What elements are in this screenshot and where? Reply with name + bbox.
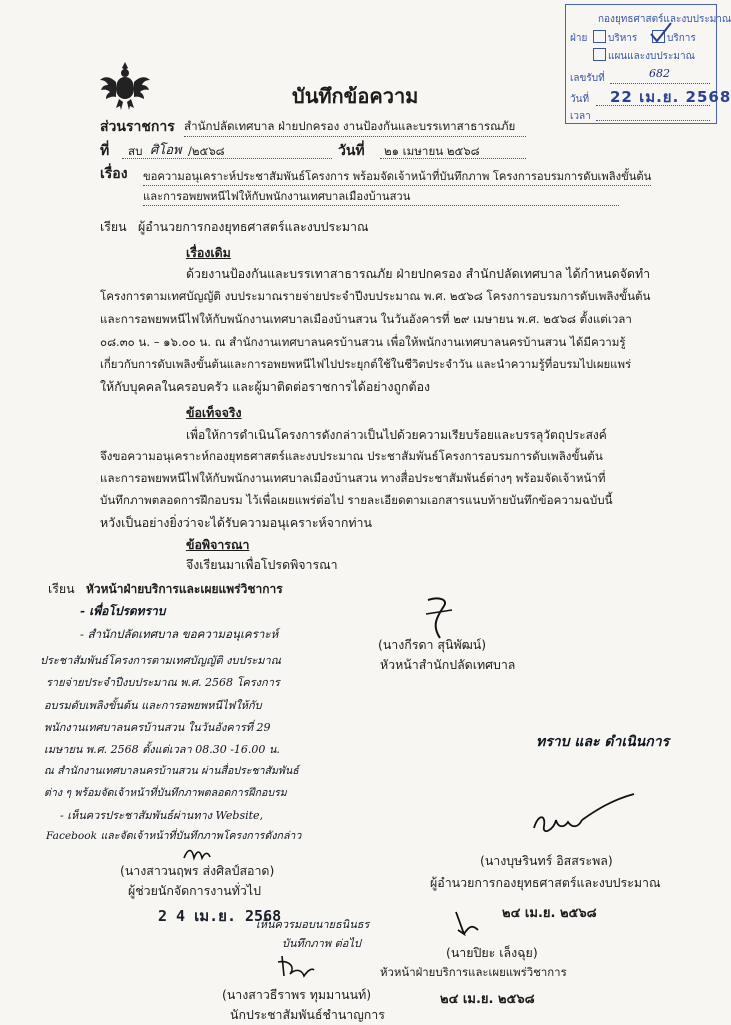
background-line: และการอพยพหนีไฟให้กับพนักงานเทศบาลเมืองบ้านสวน ในวันอังคารที่ ๒๙ เมษายน พ.ศ. ๒๕๖๘ ตั้งแต่เวลา [100, 312, 632, 326]
note-to-value: หัวหน้าฝ่ายบริการและเผยแพร่วิชาการ [86, 582, 283, 596]
head-date: ๒๔ เม.ย. ๒๕๖๘ [440, 992, 535, 1007]
agency-value: สำนักปลัดเทศบาล ฝ่ายปกครอง งานป้องกันและบรรเทาสาธารณภัย [184, 118, 526, 137]
date-underline [380, 158, 526, 159]
background-line: ให้กับบุคคลในครอบครัว และผู้มาติดต่อราชการได้อย่างถูกต้อง [100, 379, 431, 394]
stamp-opt-admin: บริหาร [608, 33, 638, 44]
director-name: (นางบุษรินทร์ อิสสระพล) [480, 853, 613, 868]
signer1-name: (นางกีรดา สุนิพัฒน์) [378, 637, 487, 652]
receiving-stamp [565, 4, 731, 124]
consideration-line: จึงเรียนมาเพื่อโปรดพิจารณา [186, 557, 338, 572]
facts-line: หวังเป็นอย่างยิ่งว่าจะได้รับความอนุเคราะห์จากท่าน [100, 515, 372, 530]
subject-label: เรื่อง [100, 166, 128, 182]
signature-kirada [418, 594, 468, 640]
background-heading: เรื่องเดิม [186, 245, 231, 260]
stamp-opt-plan: แผนและงบประมาณ [608, 51, 695, 62]
note-line: - เห็นควรประชาสัมพันธ์ผ่านทาง Website, [60, 809, 264, 822]
background-line: เกี่ยวกับการดับเพลิงขั้นต้นและการอพยพหนีไฟไปประยุกต์ใช้ในชีวิตประจำวัน และนำความรู้ที่อบรมไปเผยแพร่ [100, 357, 632, 371]
note-mid-name: (นางสาวธีราพร ทุมมานนท์) [222, 987, 372, 1002]
note-mid-line: เห็นควรมอบนายธนินธร [256, 918, 370, 931]
facts-line: เพื่อให้การดำเนินโครงการดังกล่าวเป็นไปด้วยความเรียบร้อยและบรรลุวัตถุประสงค์ [186, 428, 607, 442]
note-line: - เพื่อโปรดทราบ [80, 604, 166, 618]
signature-naruporn [180, 844, 240, 864]
note-mid-position: นักประชาสัมพันธ์ชำนาญการ [230, 1007, 385, 1022]
stamp-checkbox-plan [593, 48, 606, 61]
note-line: พนักงานเทศบาลนครบ้านสวน ในวันอังคารที่ 29 [44, 721, 271, 734]
stamp-title: กองยุทธศาสตร์และงบประมาณ [598, 14, 731, 25]
note-line: ประชาสัมพันธ์โครงการตามเทศบัญญัติ งบประมาณ [40, 654, 281, 667]
stamp-opt-service: บริการ [667, 33, 696, 44]
stamp-checkbox-admin [593, 30, 606, 43]
stamp-date-label: วันที่ [570, 94, 590, 105]
date-label: วันที่ [338, 143, 365, 159]
consideration-heading: ข้อพิจารณา [186, 537, 250, 552]
background-line: ด้วยงานป้องกันและบรรเทาสาธารณภัย ฝ่ายปกครอง สำนักปลัดเทศบาล ได้กำหนดจัดทำ [186, 266, 651, 281]
ref-handwritten-no: ศิโอพ [150, 143, 182, 158]
ref-value: สบ [128, 144, 143, 158]
stamp-time-label: เวลา [570, 111, 591, 122]
agency-label: ส่วนราชการ [100, 119, 175, 135]
background-line: ๐๘.๓๐ น. – ๑๖.๐๐ น. ณ สำนักงานเทศบาลนครบ้านสวน เพื่อให้พนักงานเทศบาลนครบ้านสวน ได้มีความรู้ [100, 335, 626, 349]
subject-line2: และการอพยพหนีไฟให้กับพนักงานเทศบาลเมืองบ้านสวน [143, 187, 619, 206]
head-position: หัวหน้าฝ่ายบริการและเผยแพร่วิชาการ [380, 965, 567, 979]
note-left-date: 2 4 เม.ย. 2568 [158, 907, 282, 925]
facts-line: บันทึกภาพตลอดการฝึกอบรม ไว้เพื่อเผยแพร่ต่อไป รายละเอียดตามเอกสารแนบท้ายบันทึกข้อความฉบับนี้ [100, 493, 613, 507]
note-left-position: ผู้ช่วยนักจัดการงานทั่วไป [128, 883, 261, 898]
head-name: (นายปิยะ เล็งฉุย) [446, 945, 538, 960]
facts-heading: ข้อเท็จจริง [186, 405, 242, 420]
stamp-no-value: 682 [649, 67, 670, 80]
director-position: ผู้อำนวยการกองยุทธศาสตร์และงบประมาณ [430, 875, 661, 890]
note-line: อบรมดับเพลิงขั้นต้น และการอพยพหนีไฟให้กับ [44, 699, 262, 712]
note-mid-line: บันทึกภาพ ต่อไป [282, 937, 361, 950]
note-line: ณ สำนักงานเทศบาลนครบ้านสวน ผ่านสื่อประชาสัมพันธ์ [44, 765, 299, 777]
signature-teeraporn [276, 952, 316, 982]
director-date: ๒๔ เม.ย. ๒๕๖๘ [502, 906, 597, 921]
facts-line: และการอพยพหนีไฟให้กับพนักงานเทศบาลเมืองบ้านสวน ทางสื่อประชาสัมพันธ์ต่างๆ พร้อมจัดเจ้าหน้าที่ [100, 471, 606, 485]
ref-year: /๒๕๖๘ [188, 144, 225, 158]
note-line: รายจ่ายประจำปีงบประมาณ พ.ศ. 2568 โครงการ [46, 676, 280, 689]
note-line: Facebook และจัดเจ้าหน้าที่บันทึกภาพโครงการดังกล่าว [46, 830, 302, 842]
stamp-dept-label: ฝ่าย [570, 33, 588, 44]
signature-piya [452, 908, 482, 942]
stamp-no-label: เลขรับที่ [570, 73, 605, 84]
note-line: - สำนักปลัดเทศบาล ขอความอนุเคราะห์ [80, 627, 279, 641]
note-line: เมษายน พ.ศ. 2568 ตั้งแต่เวลา 08.30 -16.00 น. [44, 743, 280, 756]
facts-line: จึงขอความอนุเคราะห์กองยุทธศาสตร์และงบประมาณ ประชาสัมพันธ์โครงการอบรมการดับเพลิงขั้นต้น [100, 449, 603, 463]
page-title: บันทึกข้อความ [292, 84, 419, 108]
ref-underline [122, 158, 332, 159]
note-right-ack: ทราบ และ ดำเนินการ [536, 734, 670, 750]
subject-line1: ขอความอนุเคราะห์ประชาสัมพันธ์โครงการ พร้อมจัดเจ้าหน้าที่บันทึกภาพ โครงการอบรมการดับเพลิงขั้นต้น [143, 167, 651, 186]
garuda-emblem-icon [98, 58, 152, 112]
to-value: ผู้อำนวยการกองยุทธศาสตร์และงบประมาณ [138, 219, 369, 234]
note-line: ต่าง ๆ พร้อมจัดเจ้าหน้าที่บันทึกภาพตลอดการฝึกอบรม [44, 787, 287, 799]
ref-label: ที่ [100, 143, 110, 159]
to-label: เรียน [100, 219, 127, 234]
note-to-label: เรียน [48, 581, 75, 596]
note-left-name: (นางสาวนฤพร ส่งศิลป์สอาด) [120, 863, 275, 878]
date-value: ๒๑ เมษายน ๒๕๖๘ [384, 144, 480, 158]
stamp-date-value: 22 เม.ย. 2568 [610, 88, 731, 106]
signature-bussarin [528, 788, 638, 838]
background-line: โครงการตามเทศบัญญัติ งบประมาณรายจ่ายประจำปีงบประมาณ พ.ศ. ๒๕๖๘ โครงการอบรมการดับเพลิงขั้นต้น [100, 289, 651, 303]
signer1-position: หัวหน้าสำนักปลัดเทศบาล [380, 657, 516, 672]
